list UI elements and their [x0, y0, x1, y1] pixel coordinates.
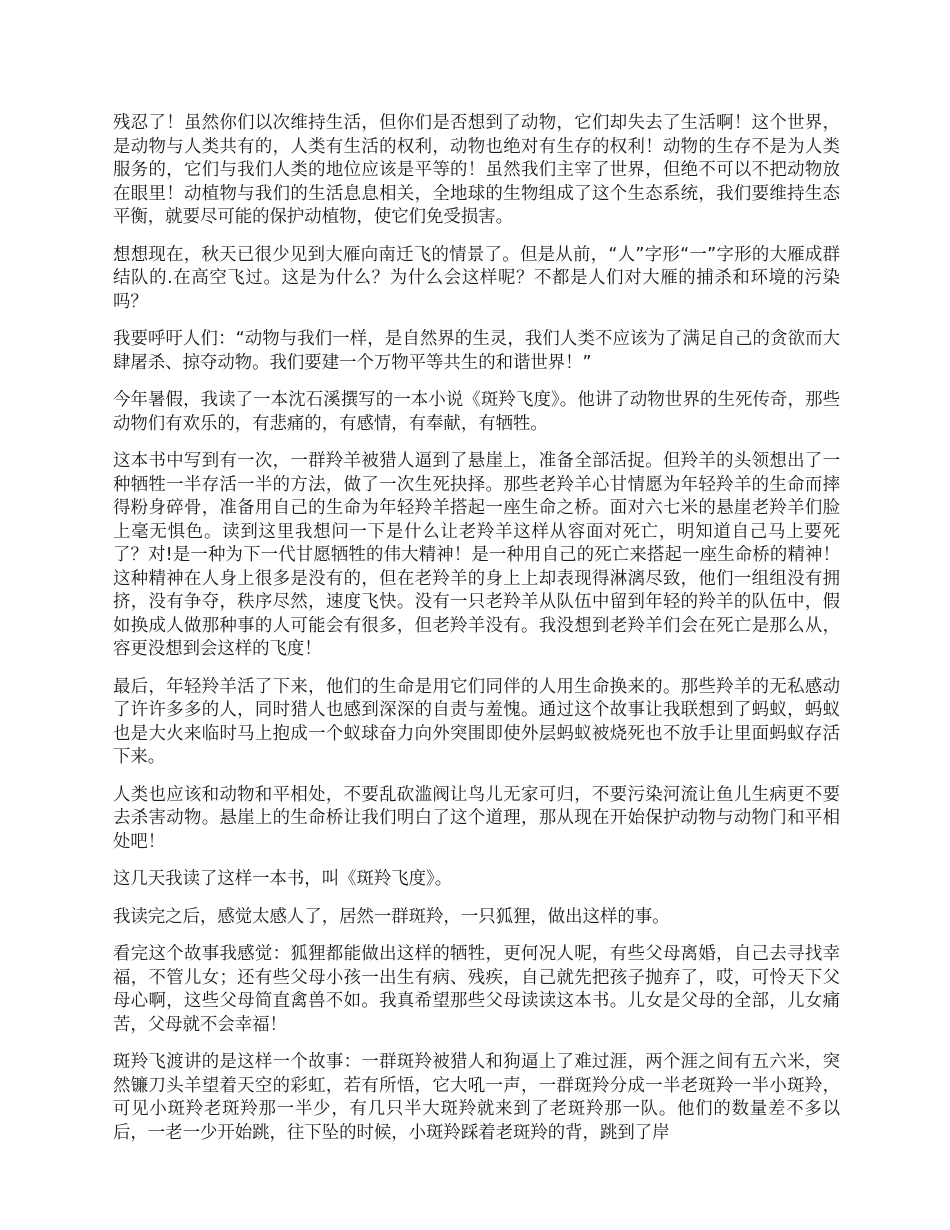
paragraph-1: 残忍了！虽然你们以次维持生活，但你们是否想到了动物，它们却失去了生活啊！这个世界，是动物与人类共有的，人类有生活的权利，动物也绝对有生存的权利！动物的生存不是为人类服务的，它们与我们人类的地位应该是平等的！虽然我们主宰了世界，但绝不可以不把动物放在眼里！动植物与我们的生活息息相关，全地球的生物组成了这个生态系统，我们要维持生态平衡，就要尽可能的保护动植物，使它们免受损害。 — [113, 113, 840, 227]
document-body — [113, 112, 840, 1159]
paragraph-4: 今年暑假，我读了一本沈石溪撰写的一本小说《斑羚飞度》。他讲了动物世界的生死传奇，那些动物们有欢乐的，有悲痛的，有感情，有奉献，有牺牲。 — [113, 390, 840, 434]
paragraph-8: 这几天我读了这样一本书，叫《斑羚飞度》。 — [113, 869, 453, 889]
paragraph-5: 这本书中写到有一次，一群羚羊被猎人逼到了悬崖上，准备全部活捉。但羚羊的头领想出了一种牺牲一半存活一半的方法，做了一次生死抉择。那些老羚羊心甘情愿为年轻羚羊的生命而摔得粉身碎骨，准备用自己的生命为年轻羚羊搭起一座生命之桥。面对六七米的悬崖老羚羊们脸上毫无惧色。读到这里我想问一下是什么让老羚羊这样从容面对死亡，明知道自己马上要死了？对!是一种为下一代甘愿牺牲的伟大精神！是一种用自己的死亡来搭起一座生命桥的精神！这种精神在人身上很多是没有的，但在老羚羊的身上上却表现得淋漓尽致，他们一组组没有拥挤，没有争夺，秩序尽然，速度飞快。没有一只老羚羊从队伍中留到年轻的羚羊的队伍中，假如换成人做那种事的人可能会有很多，但老羚羊没有。我没想到老羚羊们会在死亡是那么从，容更没想到会这样的飞度！ — [113, 451, 840, 659]
paragraph-6: 最后，年轻羚羊活了下来，他们的生命是用它们同伴的人用生命换来的。那些羚羊的无私感动了许许多多的人，同时猎人也感到深深的自责与羞愧。通过这个故事让我联想到了蚂蚁，蚂蚁也是大火来临时马上抱成一个蚁球奋力向外突围即使外层蚂蚁被烧死也不放手让里面蚂蚁存活下来。 — [113, 676, 840, 767]
paragraph-3: 我要呼吁人们：“动物与我们一样，是自然界的生灵，我们人类不应该为了满足自己的贪欲而大肆屠杀、掠夺动物。我们要建一个万物平等共生的和谐世界！” — [113, 329, 840, 373]
paragraph-7: 人类也应该和动物和平相处，不要乱砍滥阀让鸟儿无家可归，不要污染河流让鱼儿生病更不要去杀害动物。悬崖上的生命桥让我们明白了这个道理，那从现在开始保护动物与动物门和平相处吧！ — [113, 784, 840, 852]
paragraph-9: 我读完之后，感觉太感人了，居然一群斑羚，一只狐狸，做出这样的事。 — [113, 906, 670, 927]
paragraph-11: 斑羚飞渡讲的是这样一个故事：一群斑羚被猎人和狗逼上了难过涯，两个涯之间有五六米，突然镰刀头羊望着天空的彩虹，若有所悟，它大吼一声，一群斑羚分成一半老斑羚一半小斑羚，可见小斑羚老斑羚那一半少，有几只半大斑羚就来到了老斑羚那一队。他们的数量差不多以后，一老一少开始跳，往下坠的时候，小斑羚踩着老斑羚的背，跳到了岸 — [113, 1052, 840, 1143]
paragraph-2: 想想现在，秋天已很少见到大雁向南迁飞的情景了。但是从前，“人”字形“一”字形的大雁成群结队的.在高空飞过。这是为什么？为什么会这样呢？不都是人们对大雁的捕杀和环境的污染吗？ — [113, 244, 840, 312]
paragraph-10: 看完这个故事我感觉：狐狸都能做出这样的牺牲，更何况人呢，有些父母离婚，自己去寻找幸福，不管儿女；还有些父母小孩一出生有病、残疾，自己就先把孩子抛弃了，哎，可怜天下父母心啊，这些父母简直禽兽不如。我真希望那些父母读读这本书。儿女是父母的全部，儿女痛苦，父母就不会幸福！ — [113, 944, 840, 1035]
